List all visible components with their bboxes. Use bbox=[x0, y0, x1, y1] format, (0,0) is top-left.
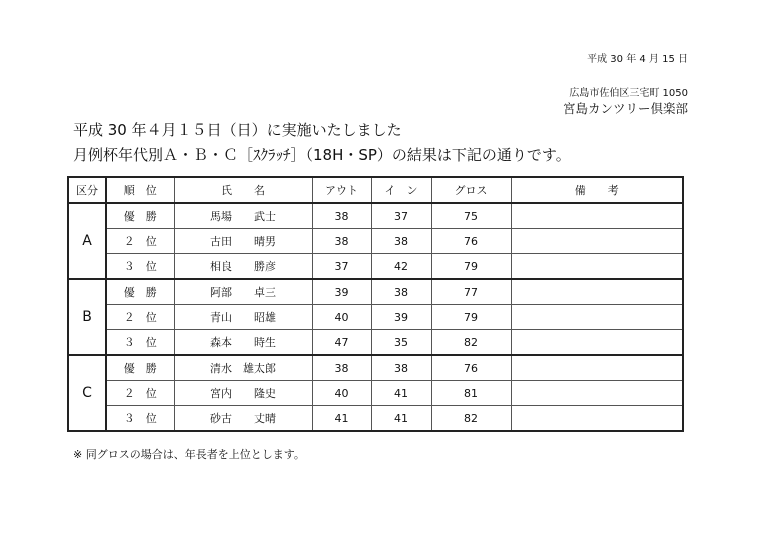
header-gross: グロス bbox=[431, 177, 511, 203]
out-cell: 38 bbox=[312, 229, 371, 254]
name-cell: 相良 勝彦 bbox=[174, 254, 312, 280]
name-cell: 清水 雄太郎 bbox=[174, 355, 312, 381]
out-cell: 40 bbox=[312, 381, 371, 406]
club-address: 広島市佐伯区三宅町 1050 bbox=[569, 88, 688, 99]
header-rank: 順 位 bbox=[106, 177, 174, 203]
intro-text bbox=[73, 118, 571, 168]
out-cell: 41 bbox=[312, 406, 371, 432]
out-cell: 39 bbox=[312, 279, 371, 305]
gross-cell: 76 bbox=[431, 355, 511, 381]
out-cell: 47 bbox=[312, 330, 371, 356]
rank-cell: ２ 位 bbox=[106, 229, 174, 254]
remarks-cell bbox=[511, 355, 683, 381]
table-row bbox=[68, 254, 683, 280]
header-out: アウト bbox=[312, 177, 371, 203]
division-label: C bbox=[68, 355, 106, 431]
remarks-cell bbox=[511, 406, 683, 432]
group-a bbox=[68, 203, 683, 279]
table-row bbox=[68, 279, 683, 305]
remarks-cell bbox=[511, 305, 683, 330]
header-name: 氏 名 bbox=[174, 177, 312, 203]
remarks-cell bbox=[511, 330, 683, 356]
table-row bbox=[68, 330, 683, 356]
out-cell: 38 bbox=[312, 355, 371, 381]
name-cell: 古田 晴男 bbox=[174, 229, 312, 254]
header-in: イ ン bbox=[371, 177, 431, 203]
group-b bbox=[68, 279, 683, 355]
gross-cell: 79 bbox=[431, 254, 511, 280]
in-cell: 37 bbox=[371, 203, 431, 229]
table-row bbox=[68, 406, 683, 432]
results-table bbox=[67, 176, 684, 432]
intro-line-1: 平成 30 年４月１５日（日）に実施いたしました bbox=[73, 121, 402, 139]
name-cell: 阿部 卓三 bbox=[174, 279, 312, 305]
name-cell: 砂古 丈晴 bbox=[174, 406, 312, 432]
remarks-cell bbox=[511, 381, 683, 406]
remarks-cell bbox=[511, 203, 683, 229]
in-cell: 38 bbox=[371, 279, 431, 305]
out-cell: 37 bbox=[312, 254, 371, 280]
group-c bbox=[68, 355, 683, 431]
out-cell: 40 bbox=[312, 305, 371, 330]
remarks-cell bbox=[511, 229, 683, 254]
intro-line-2: 月例杯年代別Ａ・Ｂ・Ｃ［ｽｸﾗｯﾁ］（18H・SP）の結果は下記の通りです。 bbox=[73, 146, 571, 164]
in-cell: 35 bbox=[371, 330, 431, 356]
rank-cell: 優 勝 bbox=[106, 203, 174, 229]
table-row bbox=[68, 355, 683, 381]
gross-cell: 79 bbox=[431, 305, 511, 330]
name-cell: 馬場 武士 bbox=[174, 203, 312, 229]
remarks-cell bbox=[511, 254, 683, 280]
table-row bbox=[68, 305, 683, 330]
in-cell: 38 bbox=[371, 355, 431, 381]
gross-cell: 82 bbox=[431, 406, 511, 432]
out-cell: 38 bbox=[312, 203, 371, 229]
header-row bbox=[68, 177, 683, 203]
gross-cell: 76 bbox=[431, 229, 511, 254]
table-row bbox=[68, 229, 683, 254]
in-cell: 39 bbox=[371, 305, 431, 330]
division-label: A bbox=[68, 203, 106, 279]
club-name: 宮島カンツリー倶楽部 bbox=[562, 101, 688, 116]
name-cell: 森本 時生 bbox=[174, 330, 312, 356]
rank-cell: 優 勝 bbox=[106, 355, 174, 381]
rank-cell: ２ 位 bbox=[106, 305, 174, 330]
name-cell: 青山 昭雄 bbox=[174, 305, 312, 330]
gross-cell: 77 bbox=[431, 279, 511, 305]
in-cell: 38 bbox=[371, 229, 431, 254]
in-cell: 42 bbox=[371, 254, 431, 280]
gross-cell: 75 bbox=[431, 203, 511, 229]
table-row bbox=[68, 381, 683, 406]
in-cell: 41 bbox=[371, 381, 431, 406]
document-date: 平成 30 年 4 月 15 日 bbox=[587, 54, 688, 65]
rank-cell: ２ 位 bbox=[106, 381, 174, 406]
header-division: 区分 bbox=[68, 177, 106, 203]
header-remarks: 備 考 bbox=[511, 177, 683, 203]
name-cell: 宮内 隆史 bbox=[174, 381, 312, 406]
rank-cell: ３ 位 bbox=[106, 406, 174, 432]
in-cell: 41 bbox=[371, 406, 431, 432]
table-row bbox=[68, 203, 683, 229]
remarks-cell bbox=[511, 279, 683, 305]
gross-cell: 81 bbox=[431, 381, 511, 406]
footnote: ※ 同グロスの場合は、年長者を上位とします。 bbox=[73, 448, 305, 461]
rank-cell: ３ 位 bbox=[106, 254, 174, 280]
rank-cell: 優 勝 bbox=[106, 279, 174, 305]
division-label: B bbox=[68, 279, 106, 355]
rank-cell: ３ 位 bbox=[106, 330, 174, 356]
gross-cell: 82 bbox=[431, 330, 511, 356]
